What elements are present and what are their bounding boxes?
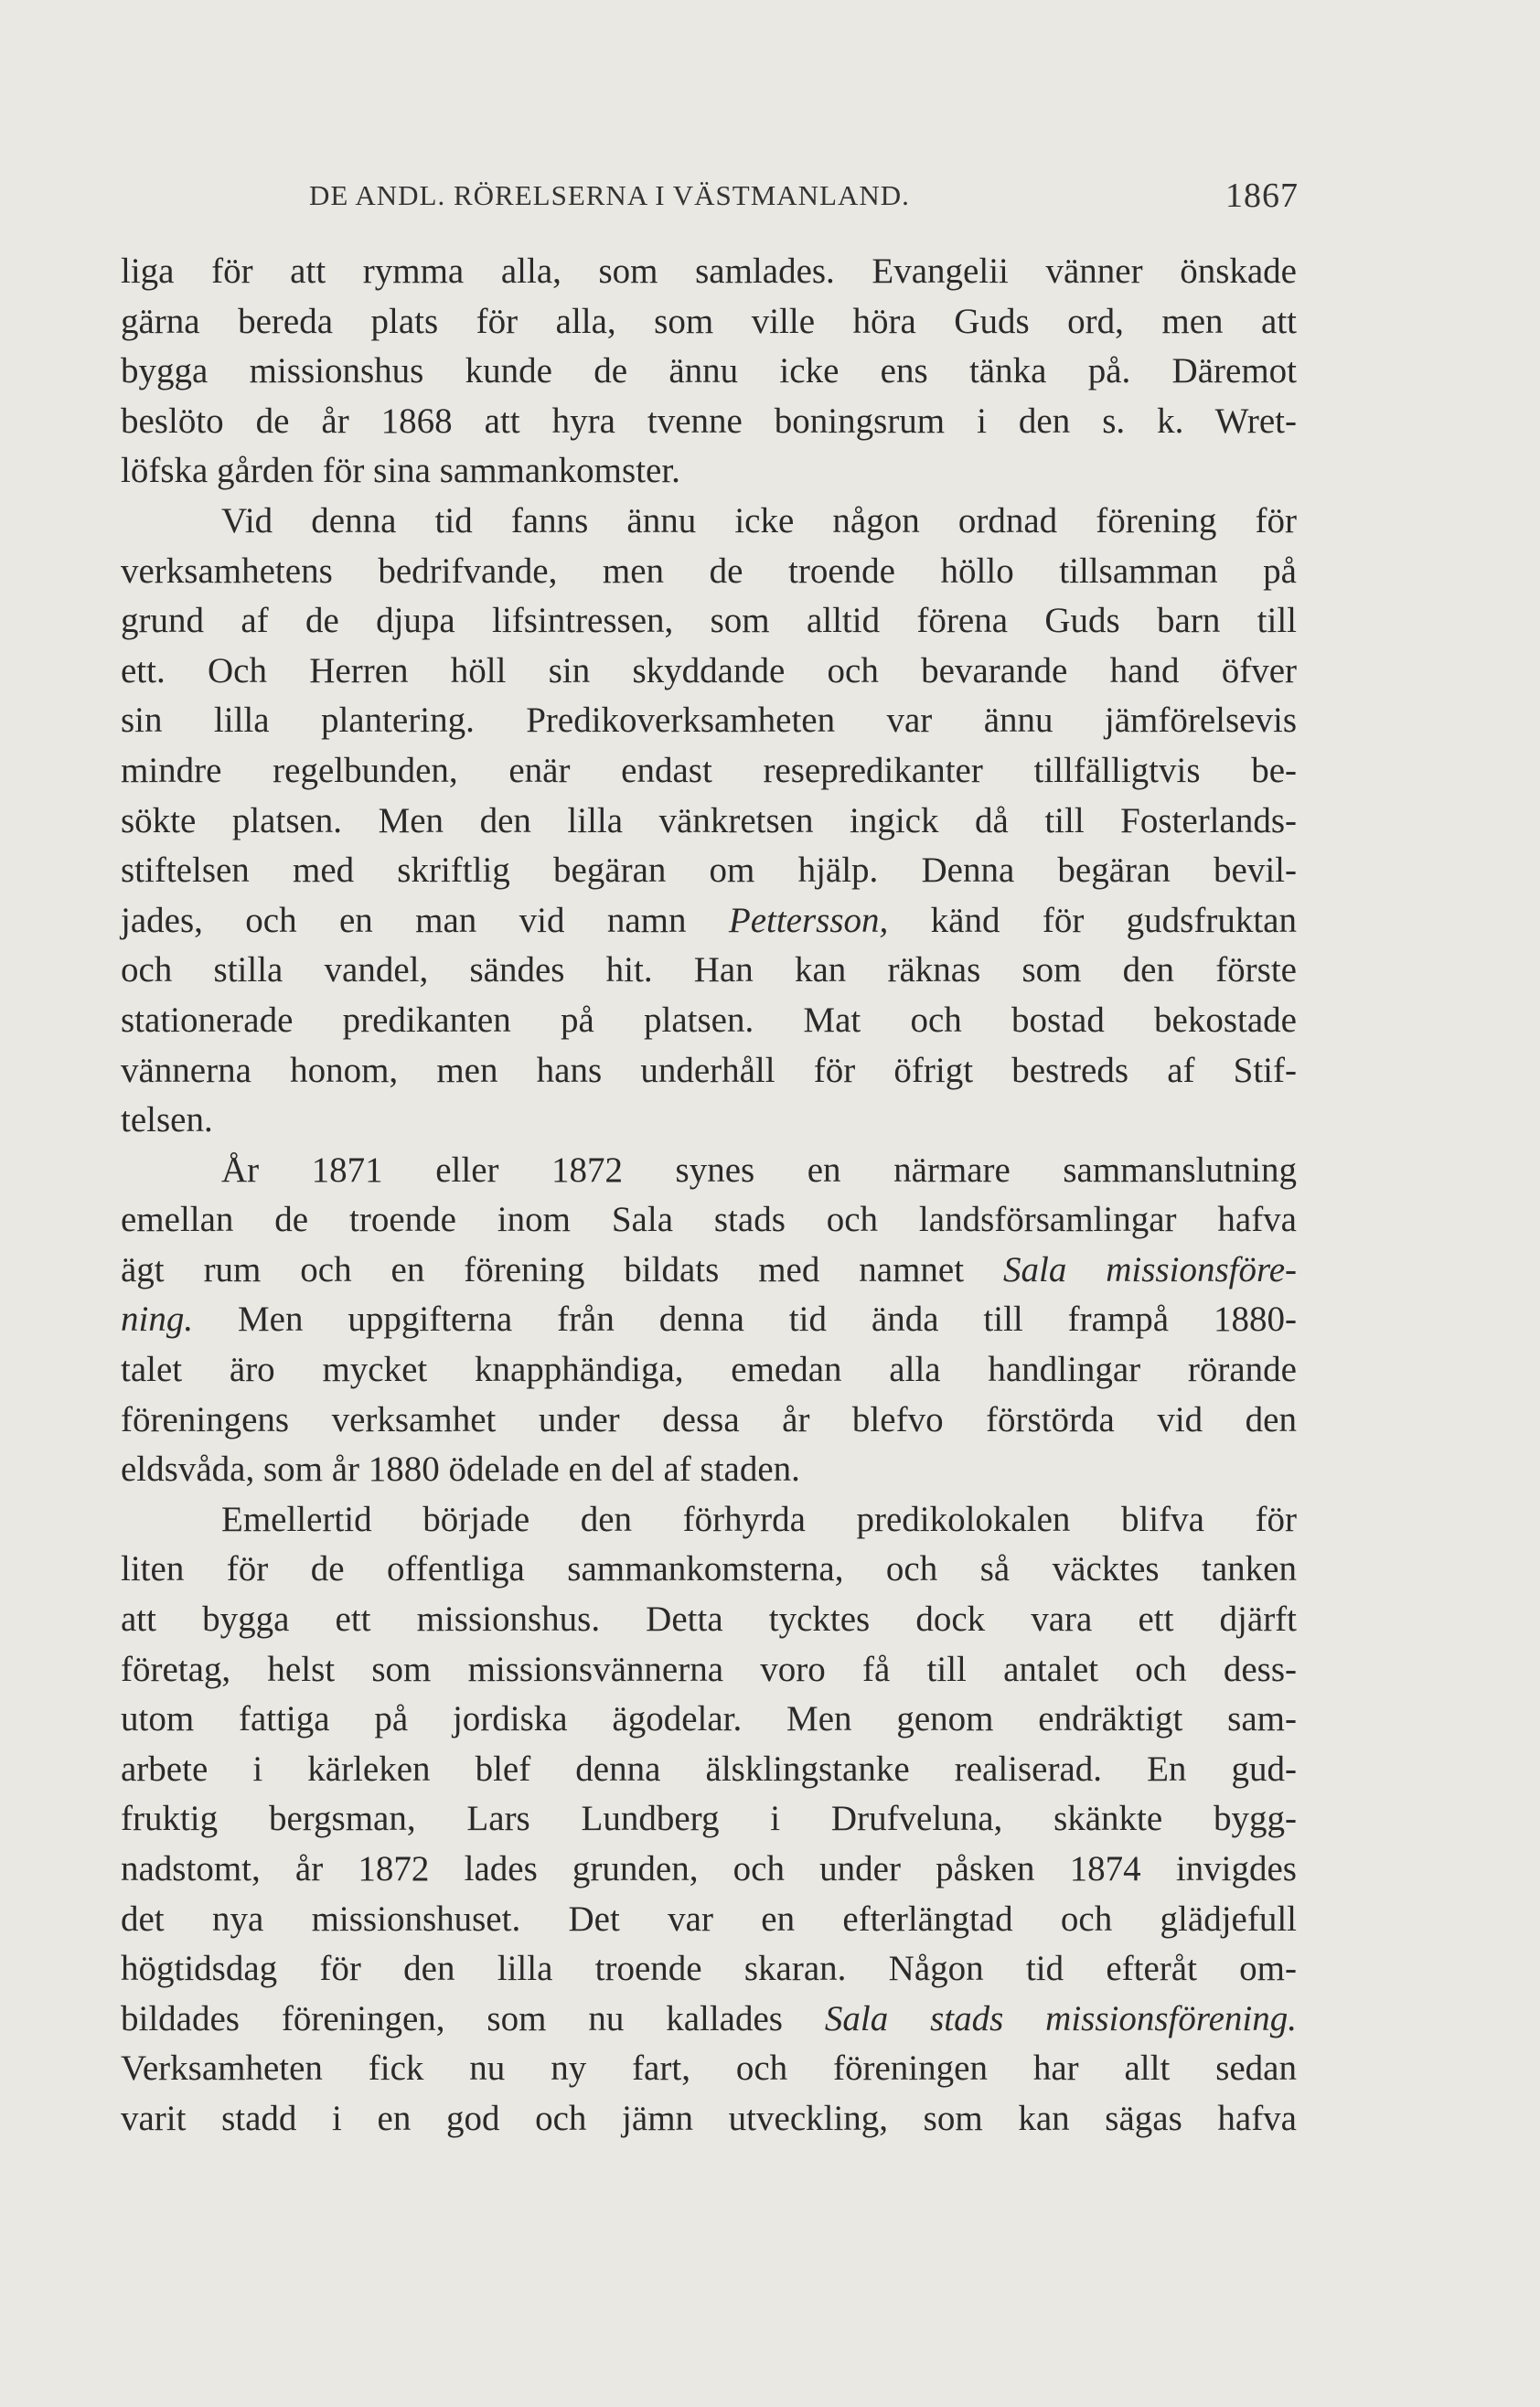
text-line: att bygga ett missionshus. Detta tycktes dock vara ett djärft [121, 1599, 1297, 1640]
text-line: liga för att rymma alla, som samlades. Evangelii vänner önskade [121, 251, 1297, 291]
text-line: sin lilla plantering. Predikoverksamheten var ännu jämförelsevis [121, 701, 1297, 741]
text-line: grund af de djupa lifsintressen, som alltid förena Guds barn till [121, 601, 1297, 641]
text-line [121, 1246, 1297, 1296]
text-segment: bildades föreningen, som nu kallades [121, 1998, 825, 2038]
text-segment: ägt rum och en förening bildats med namnet [121, 1249, 1003, 1289]
text-line: talet äro mycket knapphändiga, emedan alla handlingar rörande [121, 1350, 1297, 1390]
text-line: arbete i kärleken blef denna älsklingstanke realiserad. En gud- [121, 1749, 1297, 1789]
text-line: verksamhetens bedrifvande, men de troende höllo tillsamman på [121, 551, 1297, 591]
text-segment: jades, och en man vid namn [121, 900, 729, 940]
text-line: högtidsdag för den lilla troende skaran. Någon tid efteråt om- [121, 1949, 1297, 1989]
text-line: fruktig bergsman, Lars Lundberg i Drufveluna, skänkte bygg- [121, 1799, 1297, 1839]
text-line [121, 896, 1297, 947]
text-line: Vid denna tid fanns ännu icke någon ordnad förening för [221, 500, 1297, 540]
text-line: sökte platsen. Men den lilla vänkretsen ingick då till Fosterlands- [121, 800, 1297, 840]
text-line: vännerna honom, men hans underhåll för öfrigt bestreds af Stif- [121, 1050, 1297, 1090]
text-segment: Men uppgifterna från denna tid ända till frampå 1880- [193, 1300, 1297, 1340]
text-line: Verksamheten fick nu ny fart, och föreningen har allt sedan [121, 2049, 1297, 2089]
text-line: föreningens verksamhet under dessa år blefvo förstörda vid den [121, 1399, 1297, 1439]
text-line: ett. Och Herren höll sin skyddande och bevarande hand öfver [121, 650, 1297, 690]
text-line [121, 1295, 1297, 1345]
text-line: löfska gården för sina sammankomster. [121, 451, 680, 491]
text-line: telsen. [121, 1100, 213, 1140]
text-line: och stilla vandel, sändes hit. Han kan räknas som den förste [121, 950, 1297, 990]
text-line: stationerade predikanten på platsen. Mat och bostad bekostade [121, 1000, 1297, 1040]
text-line: eldsvåda, som år 1880 ödelade en del af staden. [121, 1450, 800, 1490]
text-line: liten för de offentliga sammankomsterna, och så väcktes tanken [121, 1549, 1297, 1589]
text-line: det nya missionshuset. Det var en efterlängtad och glädjefull [121, 1899, 1297, 1939]
body-text [121, 247, 1297, 2145]
text-segment: känd för gudsfruktan [888, 900, 1297, 940]
running-header [309, 179, 1297, 216]
italic-text: Sala missionsföre- [1003, 1249, 1297, 1289]
text-line: företag, helst som missionsvännerna voro få till antalet och dess- [121, 1649, 1297, 1689]
text-line: beslöto de år 1868 att hyra tvenne boningsrum i den s. k. Wret- [121, 401, 1297, 441]
text-line: Emellertid började den förhyrda predikolokalen blifva för [221, 1499, 1297, 1539]
italic-text: ning. [121, 1300, 194, 1340]
text-line: mindre regelbunden, enär endast resepredikanter tillfälligtvis be- [121, 750, 1297, 790]
text-line: nadstomt, år 1872 lades grunden, och under påsken 1874 invigdes [121, 1849, 1297, 1888]
text-line: stiftelsen med skriftlig begäran om hjälp. Denna begäran bevil- [121, 850, 1297, 891]
text-line: gärna bereda plats för alla, som ville höra Guds ord, men att [121, 301, 1297, 341]
text-line: År 1871 eller 1872 synes en närmare sammanslutning [221, 1150, 1297, 1190]
italic-text: Pettersson, [728, 900, 889, 940]
text-line: utom fattiga på jordiska ägodelar. Men genom endräktigt sam- [121, 1699, 1297, 1739]
italic-text: Sala stads missionsförening. [824, 1998, 1297, 2038]
running-title: DE ANDL. RÖRELSERNA I VÄSTMANLAND. [309, 179, 910, 211]
text-line: emellan de troende inom Sala stads och landsförsamlingar hafva [121, 1200, 1297, 1240]
text-line [121, 1995, 1297, 2045]
page-number: 1867 [1225, 177, 1299, 215]
text-line: varit stadd i en god och jämn utveckling, som kan sägas hafva [121, 2098, 1297, 2138]
text-line: bygga missionshus kunde de ännu icke ens tänka på. Däremot [121, 351, 1297, 391]
